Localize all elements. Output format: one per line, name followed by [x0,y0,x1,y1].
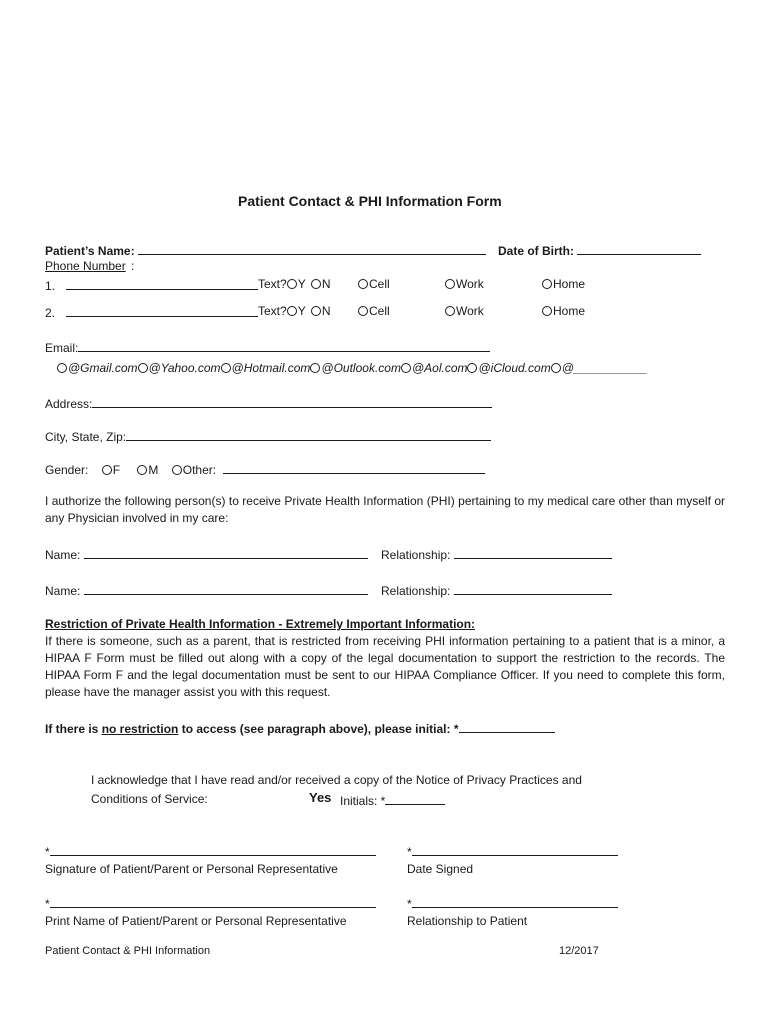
email-row [45,339,490,355]
work-label: Work [456,277,484,291]
phone-num: 2. [45,306,56,320]
phone-1-field[interactable] [66,277,258,290]
auth-name-row-2 [45,582,368,598]
phone-2-cell [358,304,390,318]
home-label: Home [553,277,586,291]
relationship-patient-label: Relationship to Patient [407,914,528,928]
relationship-label: Relationship: [381,584,451,598]
auth-relationship-row-2 [381,582,612,598]
radio-no-icon[interactable] [311,306,321,316]
patient-name-label: Patient’s Name: [45,244,135,258]
domain-aol: @Aol.com [411,361,468,375]
radio-cell-icon[interactable] [358,306,368,316]
no-restriction-underlined: no restriction [101,722,179,736]
initials-field[interactable] [385,792,445,805]
home-label: Home [553,304,586,318]
yes-label: Y [297,277,306,291]
phone-2-home [542,304,585,318]
acknowledge-line-2: Conditions of Service: [91,792,208,806]
city-row [45,428,491,444]
radio-outlook-icon[interactable] [310,363,320,373]
acknowledge-line-1: I acknowledge that I have read and/or received a copy of the Notice of Privacy Practices and [91,773,582,787]
radio-work-icon[interactable] [445,279,455,289]
text-label: Text? [258,304,287,318]
signature-field[interactable] [50,843,376,856]
auth-name-2-field[interactable] [84,582,368,595]
no-label: N [321,277,331,291]
radio-other-domain-icon[interactable] [551,363,561,373]
gender-other-label: Other: [182,463,217,477]
auth-relationship-1-field[interactable] [454,546,612,559]
address-row [45,395,492,411]
print-name-label: Print Name of Patient/Parent or Personal Representative [45,914,347,928]
email-label: Email: [45,341,79,355]
radio-icloud-icon[interactable] [467,363,477,373]
no-restriction-row [45,720,555,736]
no-restriction-pre: If there is [45,722,102,736]
footer-right: 12/2017 [559,945,599,957]
signature-line-row [45,843,376,859]
radio-no-icon[interactable] [311,279,321,289]
auth-relationship-2-field[interactable] [454,582,612,595]
date-signed-field[interactable] [412,843,618,856]
yes-label: Y [297,304,306,318]
phone-2-text-options [258,304,331,318]
print-name-field[interactable] [50,895,376,908]
relationship-patient-field[interactable] [412,895,618,908]
dob-field[interactable] [577,242,701,255]
city-label: City, State, Zip: [45,430,127,444]
relationship-patient-line-row [407,895,618,911]
email-field[interactable] [78,339,490,352]
date-signed-label: Date Signed [407,862,474,876]
text-label: Text? [258,277,287,291]
radio-female-icon[interactable] [102,465,112,475]
gender-m-label: M [148,463,159,477]
address-label: Address: [45,397,93,411]
restriction-heading: Restriction of Private Health Information - Extremely Important Information: [45,617,476,631]
asterisk: * [407,845,412,859]
domain-hotmail: @Hotmail.com [231,361,311,375]
gender-label: Gender: [45,463,89,477]
phone-row-1 [45,277,258,293]
domain-gmail: @Gmail.com [68,361,138,375]
address-field[interactable] [92,395,492,408]
gender-other-field[interactable] [223,461,485,474]
no-label: N [321,304,331,318]
restriction-text: If there is someone, such as a parent, that is restricted from receiving PHI information pertaining to a patient that is a minor, a HIPAA F Form must be filled out along with a copy of the legal documentation to support the restriction to the records. The HIPAA Form F and the legal documentation must be sent to our HIPAA Compliance Officer. If you need to complete this form, please have the manager assist you with this request. [45,634,725,699]
cell-label: Cell [369,277,390,291]
email-domain-options [57,361,647,375]
phone-1-cell [358,277,390,291]
phone-colon: : [131,259,135,273]
city-field[interactable] [126,428,491,441]
asterisk: * [407,897,412,911]
date-signed-line-row [407,843,618,859]
phone-number-label: Phone Number [45,259,126,273]
radio-home-icon[interactable] [542,306,552,316]
domain-icloud: @iCloud.com [478,361,551,375]
no-restriction-initial-field[interactable] [459,720,555,733]
form-title: Patient Contact & PHI Information Form [238,193,502,209]
radio-yes-icon[interactable] [287,279,297,289]
work-label: Work [456,304,484,318]
auth-name-row-1 [45,546,368,562]
phone-2-work [445,304,484,318]
phone-1-work [445,277,484,291]
radio-cell-icon[interactable] [358,279,368,289]
gender-row [45,461,485,477]
no-restriction-post: to access (see paragraph above), please initial: * [178,722,459,736]
auth-name-1-field[interactable] [84,546,368,559]
dob-label: Date of Birth: [498,244,574,258]
initials-label: Initials: * [340,794,386,808]
domain-outlook: @Outlook.com [321,361,401,375]
name-label: Name: [45,548,81,562]
patient-name-row [45,242,486,258]
dob-row [498,242,701,258]
radio-other-icon[interactable] [172,465,182,475]
radio-home-icon[interactable] [542,279,552,289]
phone-1-home [542,277,585,291]
patient-name-field[interactable] [138,242,486,255]
radio-work-icon[interactable] [445,306,455,316]
asterisk: * [45,897,50,911]
initials-row [340,792,445,808]
radio-hotmail-icon[interactable] [221,363,231,373]
phone-row-2 [45,304,258,320]
domain-other: @___________ [561,361,648,375]
phone-num: 1. [45,279,56,293]
asterisk: * [45,845,50,859]
yes-label: Yes [309,790,332,805]
phone-1-text-options [258,277,331,291]
signature-label: Signature of Patient/Parent or Personal Representative [45,862,338,876]
radio-gmail-icon[interactable] [57,363,67,373]
auth-relationship-row-1 [381,546,612,562]
radio-aol-icon[interactable] [401,363,411,373]
cell-label: Cell [369,304,390,318]
authorize-text: I authorize the following person(s) to receive Private Health Information (PHI) pertaining to my medical care other than myself or any Physician involved in my care: [45,494,725,525]
relationship-label: Relationship: [381,548,451,562]
footer-left: Patient Contact & PHI Information [45,945,211,957]
print-name-line-row [45,895,376,911]
gender-f-label: F [112,463,121,477]
name-label: Name: [45,584,81,598]
radio-yes-icon[interactable] [287,306,297,316]
radio-yahoo-icon[interactable] [138,363,148,373]
radio-male-icon[interactable] [137,465,147,475]
phone-2-field[interactable] [66,304,258,317]
domain-yahoo: @Yahoo.com [148,361,221,375]
